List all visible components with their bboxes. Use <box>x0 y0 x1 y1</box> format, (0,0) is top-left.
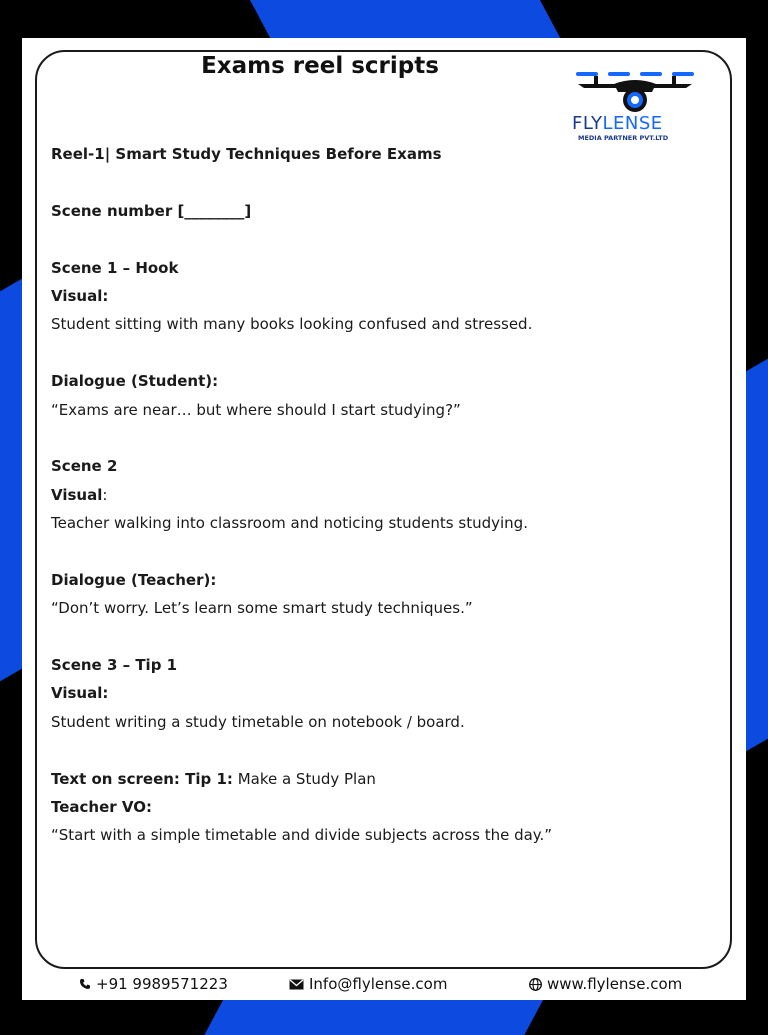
website-url: www.flylense.com <box>547 975 683 993</box>
teacher-vo-label: Teacher VO: <box>51 797 152 816</box>
dialogue-text: “Exams are near… but where should I start studying?” <box>51 400 461 419</box>
visual-label: Visual: <box>51 684 109 703</box>
visual-label-line <box>51 481 711 509</box>
spacer <box>51 623 711 651</box>
dialogue-text: “Don’t worry. Let’s learn some smart study techniques.” <box>51 599 473 618</box>
scene-heading: Scene 2 <box>51 457 118 476</box>
logo-subtitle: MEDIA PARTNER PVT.LTD <box>578 134 669 142</box>
script-body <box>51 140 711 850</box>
flylense-logo <box>568 66 703 146</box>
spacer <box>51 424 711 452</box>
visual-text: Student writing a study timetable on notebook / board. <box>51 712 465 731</box>
visual-text: Student sitting with many books looking confused and stressed. <box>51 315 533 334</box>
logo-word-lense: LENSE <box>602 113 663 134</box>
spacer <box>51 225 711 253</box>
visual-label: Visual: <box>51 286 109 305</box>
visual-text: Teacher walking into classroom and noticing students studying. <box>51 514 528 533</box>
bottom-blue-stripe <box>204 995 545 1035</box>
dialogue-label: Dialogue (Teacher): <box>51 570 217 589</box>
spacer <box>51 168 711 196</box>
text-on-screen-label: Text on screen: Tip 1: <box>51 769 233 788</box>
envelope-icon <box>289 979 304 990</box>
logo-wordmark <box>572 114 663 134</box>
footer-website[interactable] <box>529 975 682 993</box>
spacer <box>51 736 711 764</box>
text-on-screen-value: Make a Study Plan <box>232 769 376 788</box>
dialogue-label: Dialogue (Student): <box>51 372 219 391</box>
spacer <box>51 537 711 565</box>
reel-heading: Reel-1| Smart Study Techniques Before Exams <box>51 145 442 163</box>
visual-label: Visual <box>51 485 103 504</box>
logo-word-fly: FLY <box>572 113 603 134</box>
scene-number-field: Scene number [________] <box>51 201 252 220</box>
text-on-screen-line <box>51 765 711 793</box>
globe-icon <box>529 978 542 991</box>
spacer <box>51 339 711 367</box>
phone-icon <box>79 978 91 990</box>
contact-footer <box>0 975 768 997</box>
footer-email[interactable] <box>289 975 447 993</box>
visual-label-colon: : <box>102 485 108 504</box>
teacher-vo-text: “Start with a simple timetable and divide subjects across the day.” <box>51 826 553 845</box>
drone-icon <box>568 66 703 114</box>
email-address: Info@flylense.com <box>309 975 448 993</box>
scene-heading: Scene 3 – Tip 1 <box>51 656 178 675</box>
scene-heading: Scene 1 – Hook <box>51 258 179 277</box>
footer-phone[interactable] <box>79 975 228 993</box>
phone-number: +91 9989571223 <box>96 975 228 993</box>
document-title: Exams reel scripts <box>201 53 439 79</box>
